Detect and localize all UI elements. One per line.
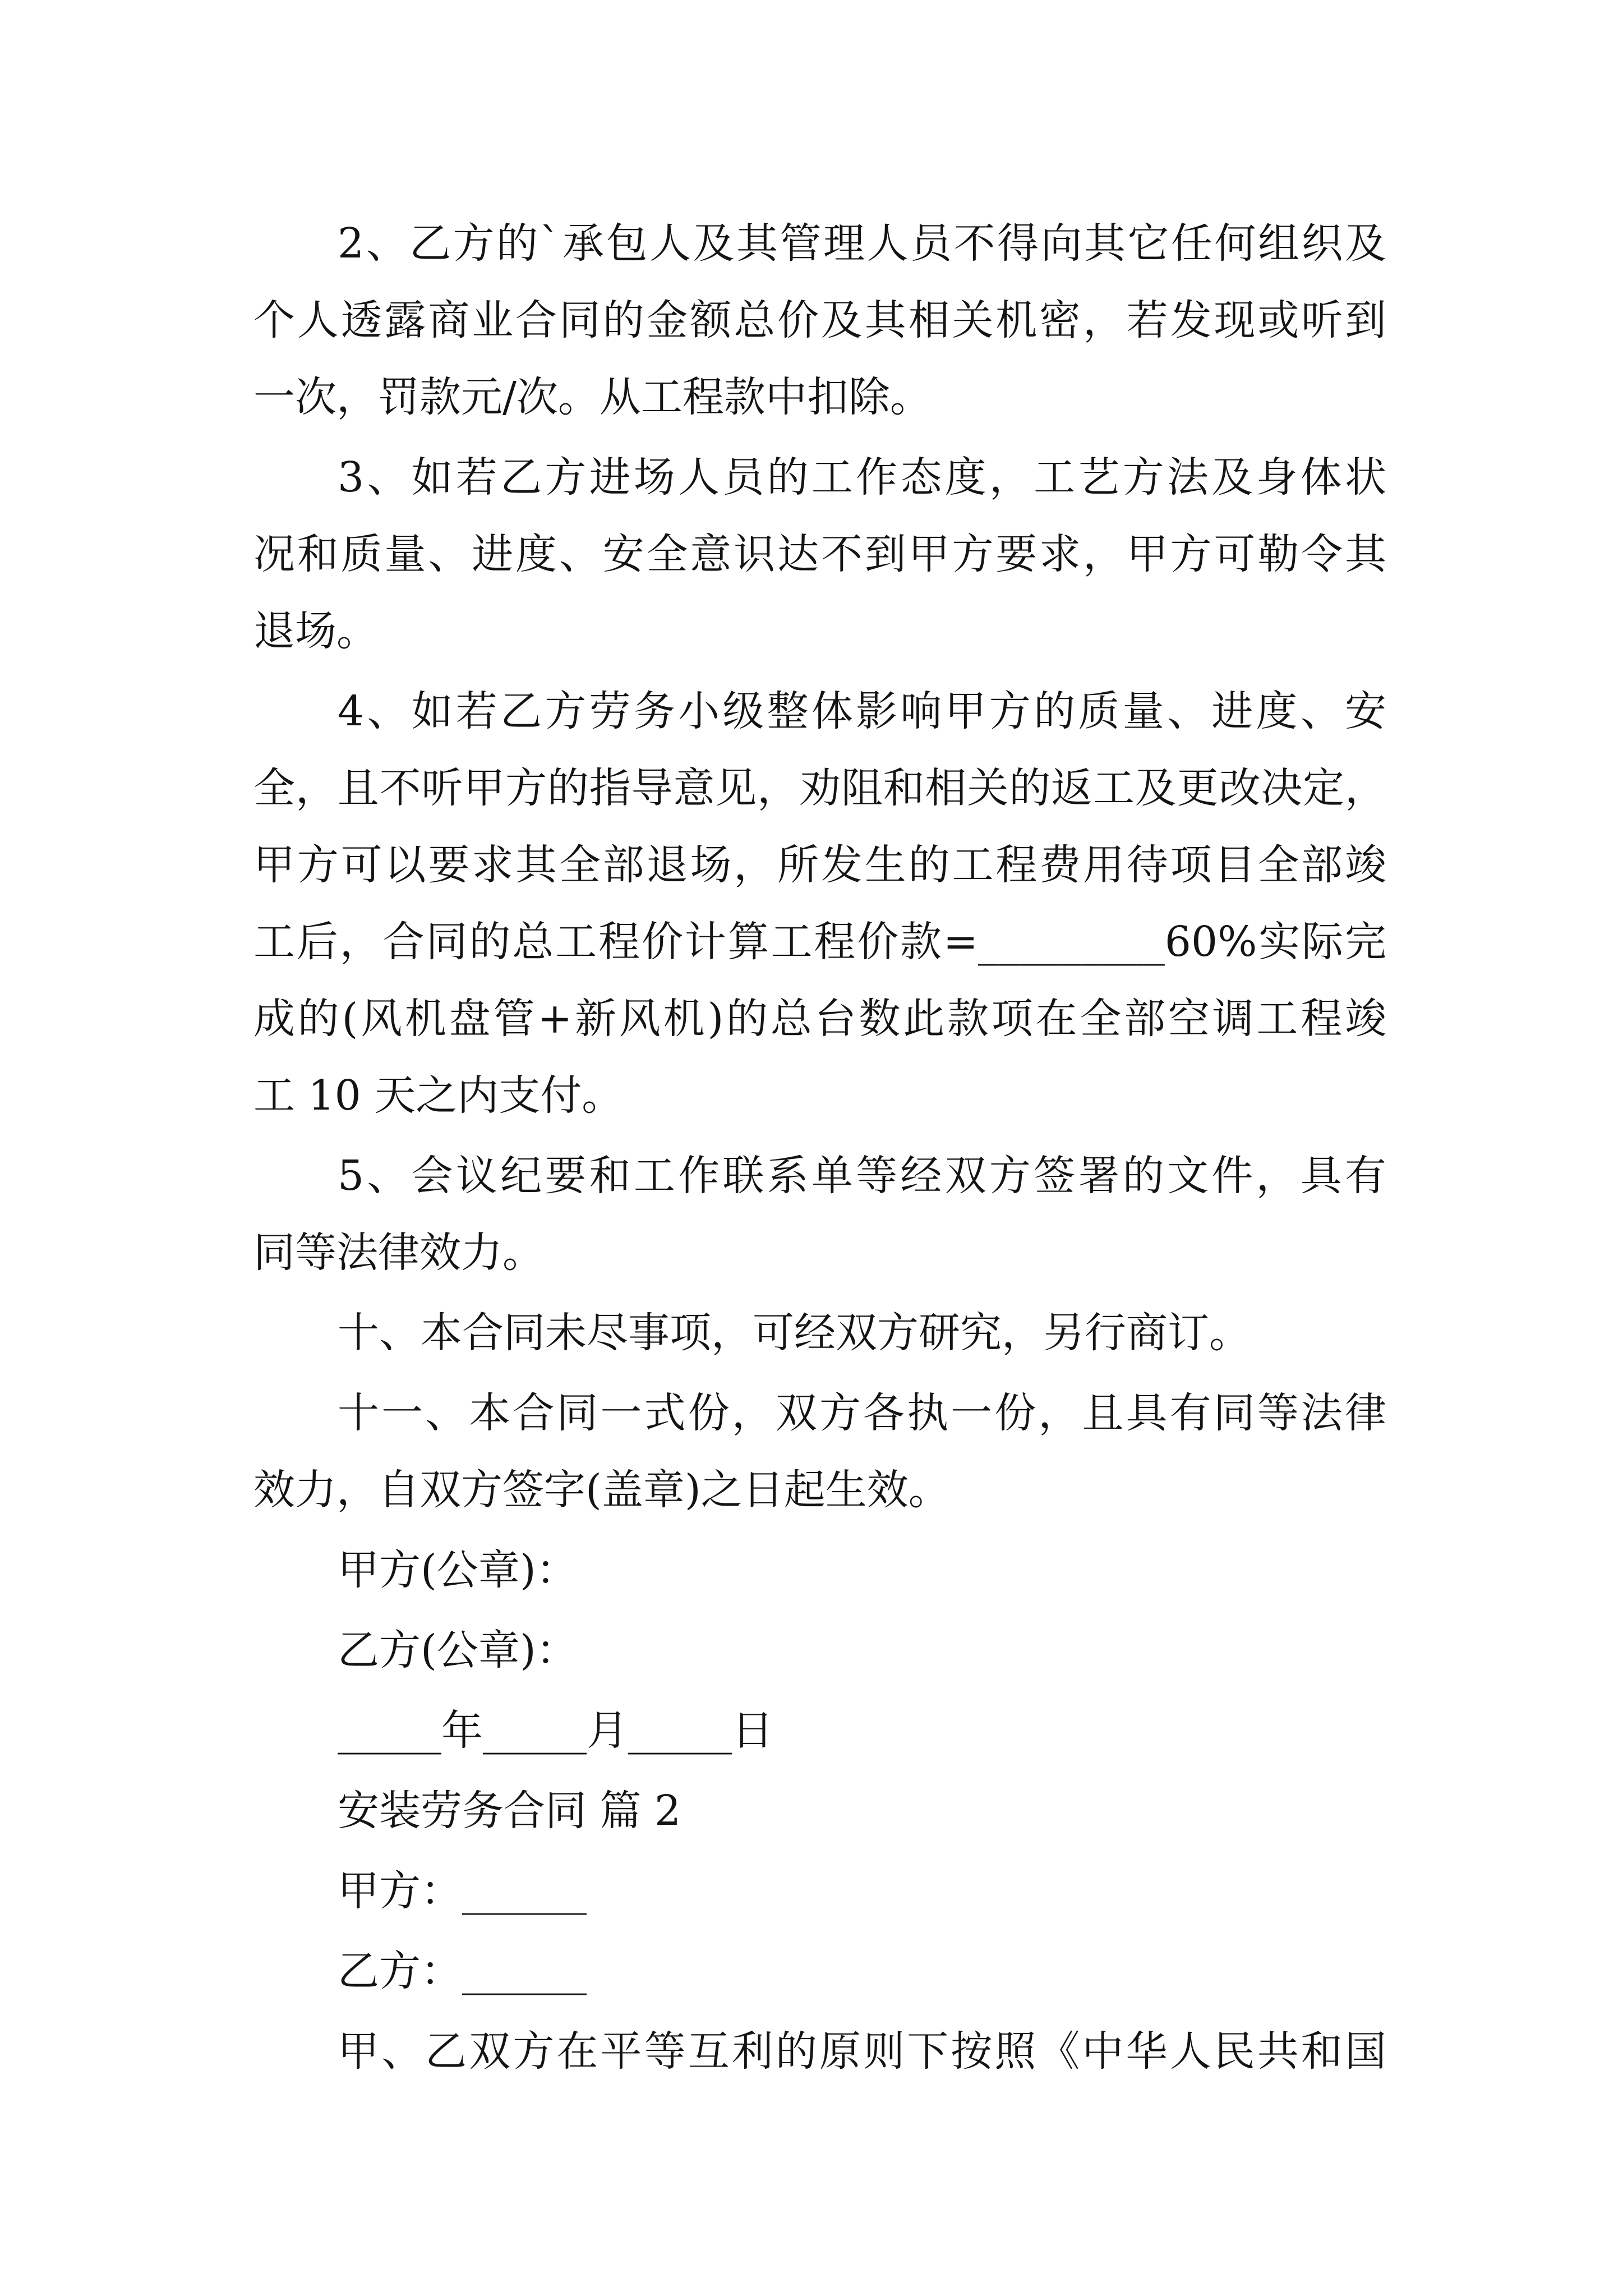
text-line: 效力，自双方签字(盖章)之日起生效。 <box>253 1466 950 1514</box>
text-line: 全，且不听甲方的指导意见，劝阻和相关的返工及更改决定， <box>253 764 1386 812</box>
text-line: 同等法律效力。 <box>253 1228 544 1277</box>
paragraph <box>253 1295 1386 1372</box>
text-line: 2、乙方的`承包人及其管理人员不得向其它任何组织及 <box>338 219 1386 268</box>
paragraph <box>253 1853 1386 1930</box>
paragraph <box>253 439 1386 670</box>
paragraph <box>253 673 1386 1134</box>
text-line: 成的(风机盘管+新风机)的总台数此款项在全部空调工程竣 <box>253 995 1386 1043</box>
text-line: 甲、乙双方在平等互利的原则下按照《中华人民共和国 <box>338 2027 1386 2076</box>
document-body <box>253 205 1386 2093</box>
text-line: 乙方(公章)： <box>338 1626 578 1674</box>
text-line: 况和质量、进度、安全意识达不到甲方要求，甲方可勒令其 <box>253 530 1386 578</box>
text-line: _____年_____月_____日 <box>338 1706 773 1755</box>
text-line: 甲方(公章)： <box>338 1546 578 1594</box>
paragraph <box>253 1933 1386 2010</box>
text-line: 个人透露商业合同的金额总价及其相关机密，若发现或听到 <box>253 296 1386 344</box>
paragraph <box>253 205 1386 436</box>
text-line: 4、如若乙方劳务小级整体影响甲方的质量、进度、安 <box>338 687 1386 735</box>
paragraph <box>253 1532 1386 1609</box>
text-line: 甲方可以要求其全部退场，所发生的工程费用待项目全部竣 <box>253 841 1386 889</box>
text-line: 3、如若乙方进场人员的工作态度，工艺方法及身体状 <box>338 453 1386 501</box>
text-line: 乙方：______ <box>338 1947 587 1995</box>
text-line: 一次，罚款元/次。从工程款中扣除。 <box>253 373 932 421</box>
paragraph <box>253 1692 1386 1769</box>
text-line: 工 10 天之内支付。 <box>253 1071 624 1120</box>
paragraph <box>253 1773 1386 1849</box>
paragraph <box>253 1138 1386 1291</box>
paragraph <box>253 1612 1386 1689</box>
paragraph <box>253 1375 1386 1529</box>
text-line: 甲方：______ <box>338 1867 587 1915</box>
text-line: 十、本合同未尽事项，可经双方研究，另行商订。 <box>338 1309 1251 1357</box>
text-line: 退场。 <box>253 607 378 655</box>
paragraph <box>253 2013 1386 2090</box>
text-line: 安装劳务合同 篇 2 <box>338 1787 681 1835</box>
text-line: 5、会议纪要和工作联系单等经双方签署的文件，具有 <box>338 1152 1386 1200</box>
text-line: 工后，合同的总工程价计算工程价款=_________60%实际完 <box>253 918 1386 966</box>
text-line: 十一、本合同一式份，双方各执一份，且具有同等法律 <box>338 1389 1386 1437</box>
